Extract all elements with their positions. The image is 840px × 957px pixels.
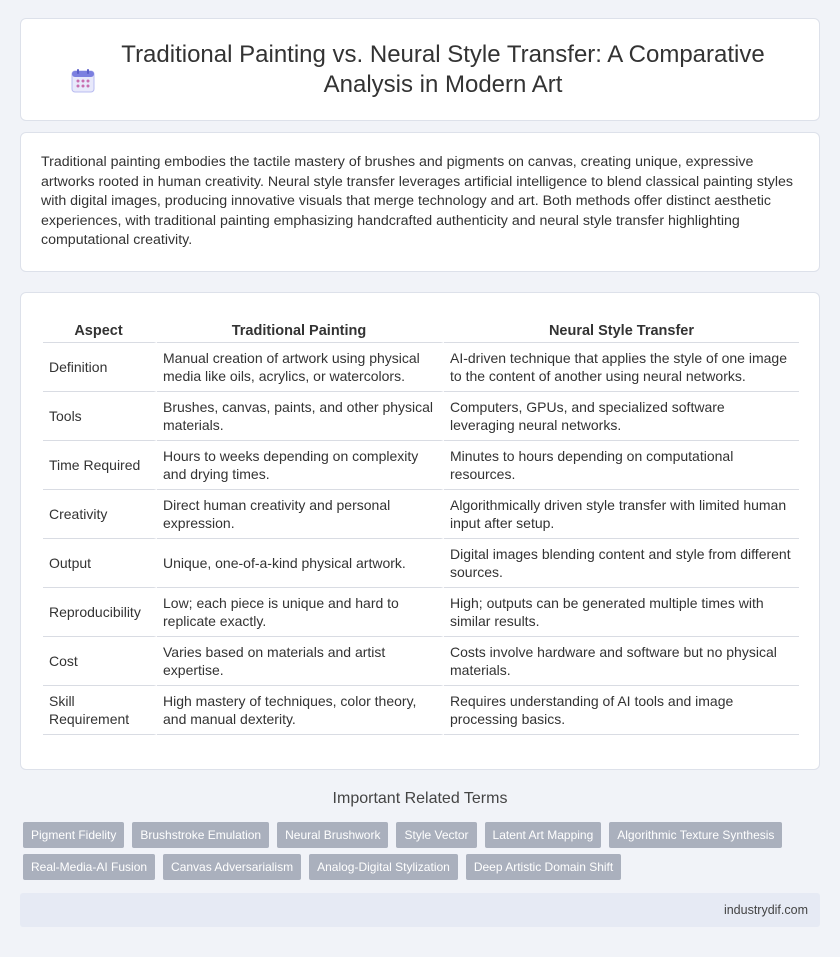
row-aspect: Tools: [43, 392, 157, 441]
table-row: [43, 637, 799, 686]
related-term-tag[interactable]: Brushstroke Emulation: [132, 822, 269, 848]
related-term-tag[interactable]: Pigment Fidelity: [23, 822, 124, 848]
footer: [20, 893, 820, 927]
footer-site-link[interactable]: industrydif.com: [723, 903, 808, 917]
related-terms-heading: Important Related Terms: [332, 790, 508, 807]
row-aspect: Output: [43, 539, 157, 588]
row-neural: Requires understanding of AI tools and image processing basics.: [444, 686, 799, 735]
row-aspect: Time Required: [43, 441, 157, 490]
intro-paragraph: Traditional painting embodies the tactile mastery of brushes and pigments on canvas, creating unique, expressive artworks rooted in human creativity. Neural style transfer leverages artificial intelligence to blend classical painting styles with digital images, producing innovative visuals that merge technology and art. Both methods offer distinct aesthetic experiences, with traditional painting emphasizing handcrafted authenticity and neural style transfer highlighting computational creativity.: [41, 154, 794, 248]
column-header-traditional: Traditional Painting: [157, 313, 444, 343]
row-aspect: Reproducibility: [43, 588, 157, 637]
table-row: [43, 441, 799, 490]
related-term-tag[interactable]: Canvas Adversarialism: [163, 854, 301, 880]
table-header-row: [43, 313, 799, 343]
row-traditional: Low; each piece is unique and hard to replicate exactly.: [157, 588, 444, 637]
table-row: [43, 343, 799, 392]
calendar-icon: [70, 68, 96, 94]
related-term-tag[interactable]: Deep Artistic Domain Shift: [466, 854, 621, 880]
column-header-aspect: Aspect: [43, 313, 157, 343]
table-row: [43, 392, 799, 441]
row-neural: AI-driven technique that applies the style of one image to the content of another using neural networks.: [444, 343, 799, 392]
row-neural: Digital images blending content and style from different sources.: [444, 539, 799, 588]
row-aspect: Cost: [43, 637, 157, 686]
table-row: [43, 539, 799, 588]
related-term-tag[interactable]: Analog-Digital Stylization: [309, 854, 458, 880]
related-term-tag[interactable]: Algorithmic Texture Synthesis: [609, 822, 782, 848]
row-traditional: Manual creation of artwork using physical media like oils, acrylics, or watercolors.: [157, 343, 444, 392]
title-card: [20, 18, 820, 121]
row-neural: Computers, GPUs, and specialized software leveraging neural networks.: [444, 392, 799, 441]
comparison-table: [43, 313, 799, 735]
row-traditional: Varies based on materials and artist expertise.: [157, 637, 444, 686]
table-row: [43, 490, 799, 539]
related-terms-list: [23, 822, 823, 886]
row-neural: Costs involve hardware and software but no physical materials.: [444, 637, 799, 686]
column-header-neural: Neural Style Transfer: [444, 313, 799, 343]
table-row: [43, 686, 799, 735]
related-term-tag[interactable]: Latent Art Mapping: [485, 822, 602, 848]
intro-card: [20, 132, 820, 272]
row-aspect: Definition: [43, 343, 157, 392]
page-title: Traditional Painting vs. Neural Style Transfer: A Comparative Analysis in Modern Art: [121, 40, 765, 98]
table-row: [43, 588, 799, 637]
row-traditional: Direct human creativity and personal expression.: [157, 490, 444, 539]
row-neural: Algorithmically driven style transfer with limited human input after setup.: [444, 490, 799, 539]
row-aspect: Skill Requirement: [43, 686, 157, 735]
row-traditional: Brushes, canvas, paints, and other physical materials.: [157, 392, 444, 441]
related-term-tag[interactable]: Style Vector: [396, 822, 476, 848]
row-neural: Minutes to hours depending on computational resources.: [444, 441, 799, 490]
row-traditional: Unique, one-of-a-kind physical artwork.: [157, 539, 444, 588]
related-term-tag[interactable]: Neural Brushwork: [277, 822, 388, 848]
row-traditional: Hours to weeks depending on complexity and drying times.: [157, 441, 444, 490]
row-neural: High; outputs can be generated multiple times with similar results.: [444, 588, 799, 637]
comparison-table-card: [20, 292, 820, 770]
related-term-tag[interactable]: Real-Media-AI Fusion: [23, 854, 155, 880]
row-aspect: Creativity: [43, 490, 157, 539]
row-traditional: High mastery of techniques, color theory, and manual dexterity.: [157, 686, 444, 735]
